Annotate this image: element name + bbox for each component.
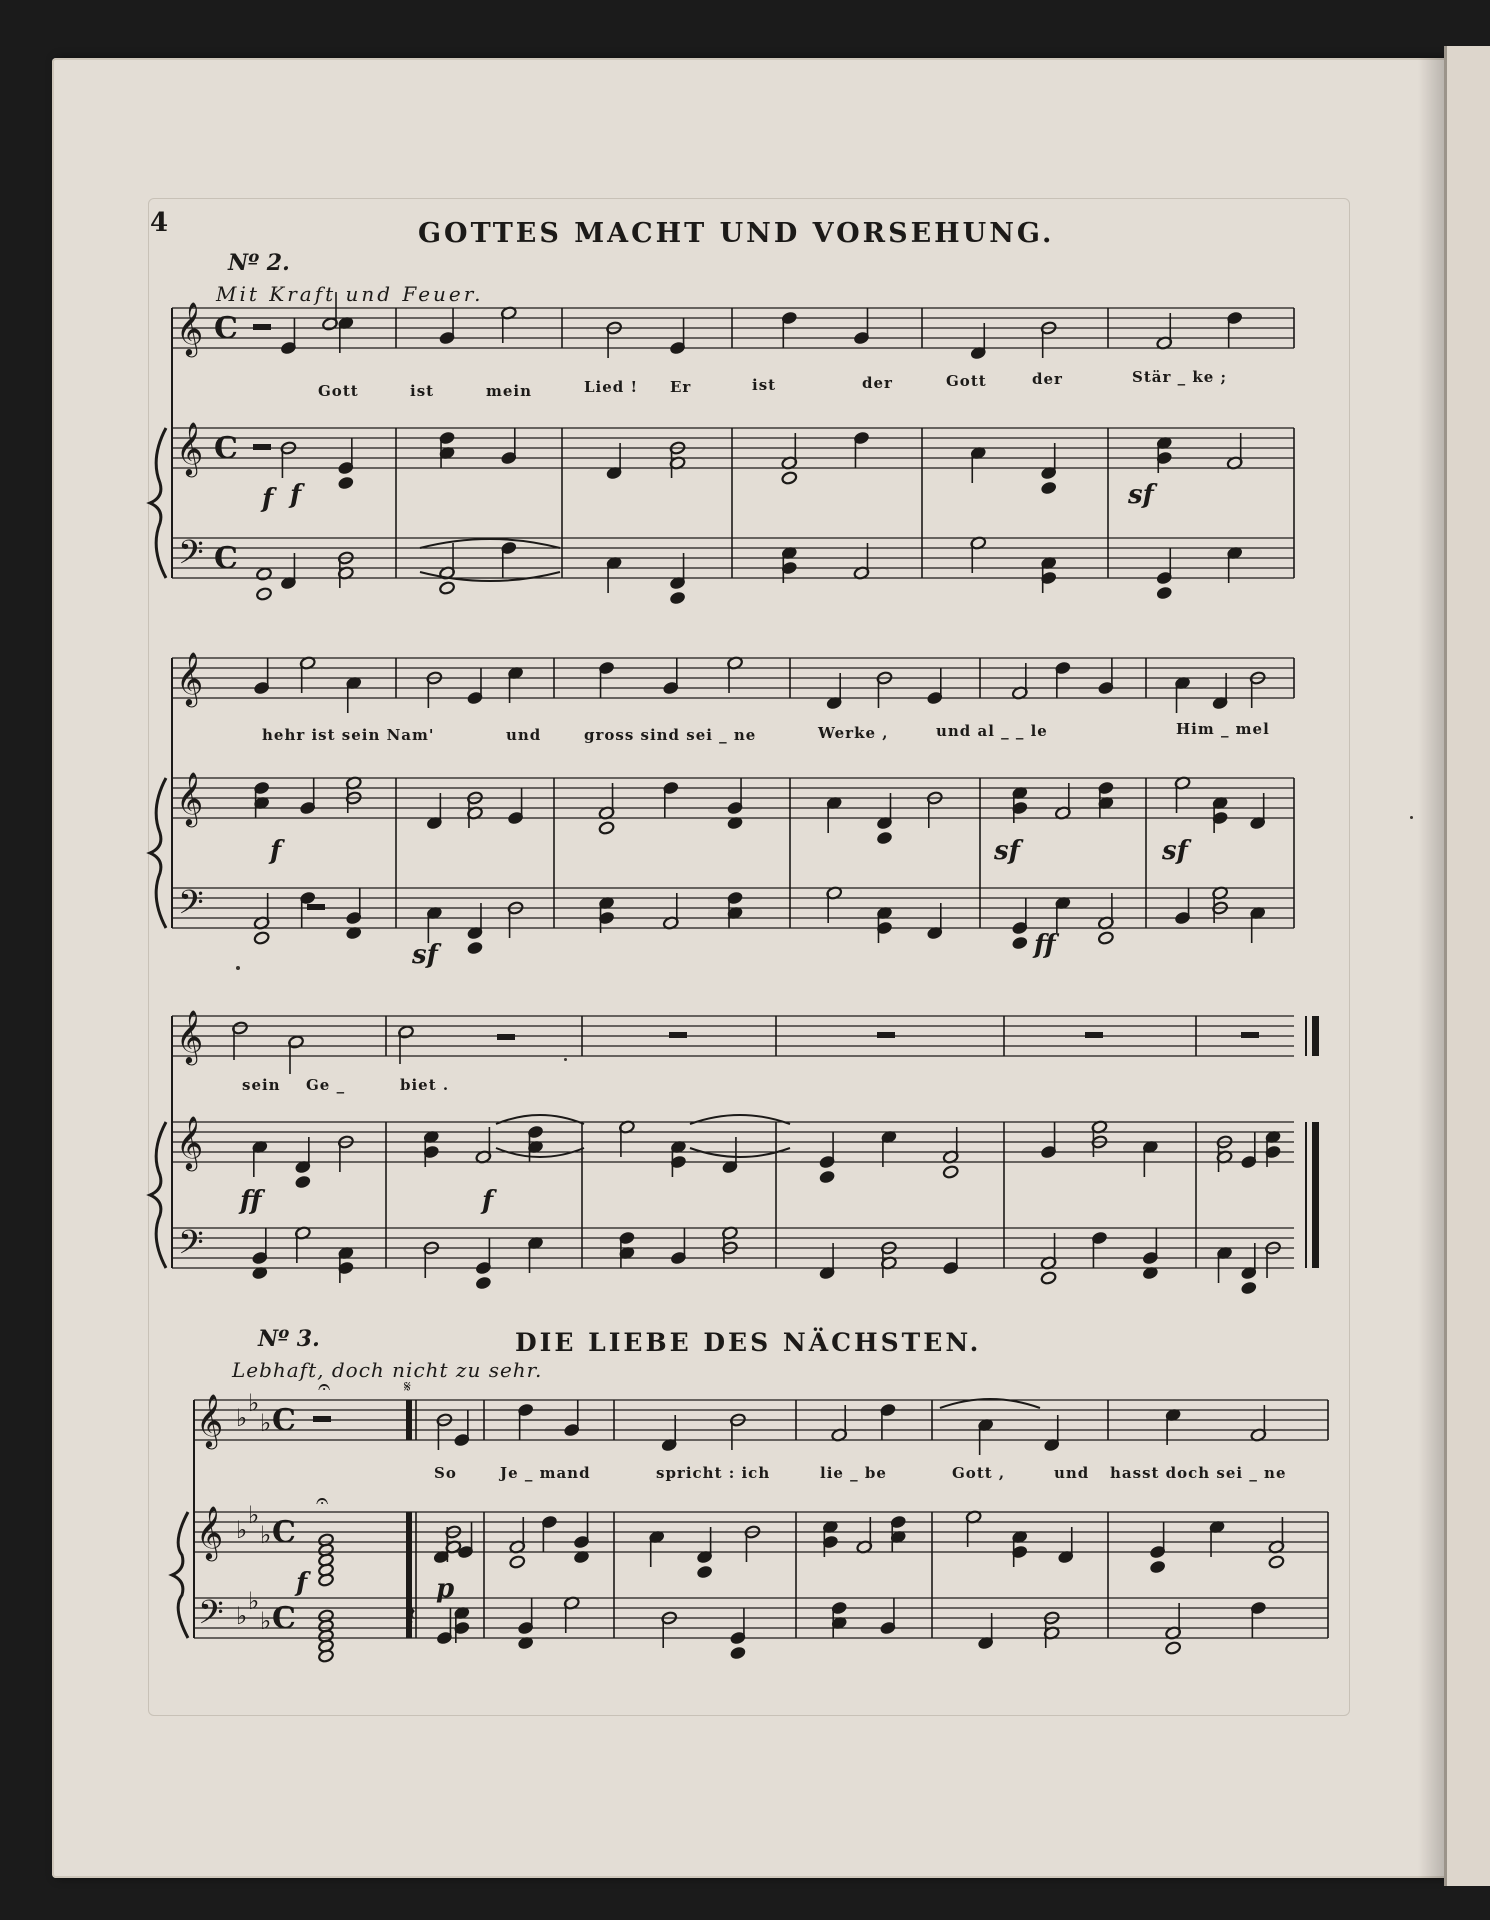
common-time-icon: C [214, 431, 238, 466]
notehead [1098, 931, 1115, 945]
lyric-syllable: Werke , [818, 724, 889, 742]
treble-clef-icon: 𝄞 [176, 1115, 204, 1169]
lyric-syllable: mein [486, 382, 533, 400]
dynamic-sf: sf [412, 940, 438, 970]
half-rest [307, 904, 325, 910]
lyric-syllable: Him _ mel [1176, 720, 1270, 738]
notehead [1240, 1281, 1257, 1295]
notehead [669, 591, 686, 605]
half-rest [669, 1032, 687, 1038]
final-barline [1312, 1016, 1319, 1056]
notehead [338, 476, 355, 490]
brace-icon [150, 428, 166, 578]
dynamic-f: f [290, 480, 302, 510]
piece-number: Nº 2. [228, 250, 290, 276]
treble-clef-icon: 𝄞 [196, 1505, 224, 1559]
bass-clef-icon: 𝄢 [178, 534, 204, 580]
dynamic-ff: ff [240, 1186, 262, 1216]
treble-clef-icon: 𝄞 [176, 651, 204, 705]
flat-icon: ♭ [236, 1602, 248, 1630]
lyric-syllable: Ge _ [306, 1076, 346, 1094]
segno-icon: 𝄋 [404, 1377, 411, 1396]
brace-icon [150, 778, 166, 928]
fermata-icon: 𝄐 [316, 1489, 329, 1514]
half-rest [253, 444, 271, 450]
notehead [1040, 1271, 1057, 1285]
notehead [295, 1175, 312, 1189]
lyric-syllable: Stär _ ke ; [1132, 368, 1228, 386]
notehead [439, 581, 456, 595]
notehead [509, 1555, 526, 1569]
lyric-syllable: der [862, 374, 893, 392]
paper-speck [564, 1058, 567, 1061]
bass-clef-icon: 𝄢 [178, 884, 204, 930]
flat-icon: ♭ [260, 1607, 272, 1635]
half-rest [1241, 1032, 1259, 1038]
brace-icon [172, 1512, 188, 1638]
lyric-syllable: ist [410, 382, 435, 400]
notehead [1012, 936, 1029, 950]
lyric-syllable: Je _ mand [500, 1464, 591, 1482]
quarter-rest-icon: 𝄽 [408, 1601, 416, 1631]
treble-clef-icon: 𝄞 [176, 771, 204, 825]
dynamic-f: f [262, 484, 274, 514]
flat-icon: ♭ [236, 1404, 248, 1432]
lyric-syllable: lie _ be [820, 1464, 887, 1482]
half-rest [497, 1034, 515, 1040]
bass-clef-icon: 𝄢 [178, 1224, 204, 1270]
notehead [467, 941, 484, 955]
notehead [1156, 586, 1173, 600]
lyric-syllable: biet . [400, 1076, 450, 1094]
paper-speck [1410, 816, 1413, 819]
final-barline [1312, 1122, 1319, 1268]
flat-icon: ♭ [236, 1516, 248, 1544]
lyric-syllable: spricht : ich [656, 1464, 771, 1482]
lyric-syllable: Er [670, 378, 692, 396]
piece-title: DIE LIEBE DES NÄCHSTEN. [515, 1328, 982, 1357]
lyric-syllable: Lied ! [584, 378, 639, 396]
notehead [256, 587, 273, 601]
flat-icon: ♭ [260, 1409, 272, 1437]
lyric-syllable: und [506, 726, 542, 744]
bass-clef-icon: 𝄢 [198, 1594, 224, 1640]
dynamic-sf: sf [1162, 836, 1188, 866]
dynamic-p: p [436, 1574, 455, 1604]
notehead [819, 1170, 836, 1184]
dynamic-ff: ff [1034, 930, 1056, 960]
treble-clef-icon: 𝄞 [176, 421, 204, 475]
piece-title: GOTTES MACHT UND VORSEHUNG. [418, 218, 1055, 249]
lyric-syllable: sein [242, 1076, 281, 1094]
repeat-barline [406, 1400, 412, 1440]
notehead [696, 1565, 713, 1579]
common-time-icon: C [272, 1515, 296, 1550]
notehead [876, 831, 893, 845]
notehead [942, 1165, 959, 1179]
flat-icon: ♭ [248, 1389, 260, 1417]
notehead [730, 1646, 747, 1660]
common-time-icon: C [214, 541, 238, 576]
lyric-syllable: ist [752, 376, 777, 394]
flat-icon: ♭ [248, 1587, 260, 1615]
half-rest [313, 1416, 331, 1422]
notehead [1165, 1641, 1182, 1655]
tie [420, 539, 560, 548]
half-rest [253, 324, 271, 330]
dynamic-f: f [270, 836, 282, 866]
flat-icon: ♭ [260, 1521, 272, 1549]
notehead [1040, 481, 1057, 495]
notehead [1149, 1560, 1166, 1574]
common-time-icon: C [272, 1403, 296, 1438]
common-time-icon: C [214, 311, 238, 346]
notehead [253, 931, 270, 945]
half-rest [1085, 1032, 1103, 1038]
notehead [256, 567, 273, 581]
lyric-syllable: So [434, 1464, 457, 1482]
lyric-syllable: hasst doch sei _ ne [1110, 1464, 1287, 1482]
lyric-syllable: Gott , [952, 1464, 1006, 1482]
treble-clef-icon: 𝄞 [176, 301, 204, 355]
paper-speck [236, 966, 240, 970]
lyric-syllable: hehr ist sein Nam' [262, 726, 435, 744]
notehead [781, 471, 798, 485]
lyric-syllable: und al _ _ le [936, 722, 1048, 740]
common-time-icon: C [272, 1601, 296, 1636]
treble-clef-icon: 𝄞 [176, 1009, 204, 1063]
tempo-marking: Lebhaft, doch nicht zu sehr. [232, 1358, 543, 1382]
dynamic-f: f [296, 1568, 308, 1598]
piece-number: Nº 3. [258, 1326, 320, 1352]
lyric-syllable: der [1032, 370, 1063, 388]
fermata-icon: 𝄐 [318, 1375, 331, 1400]
flat-icon: ♭ [248, 1501, 260, 1529]
notehead [598, 821, 615, 835]
lyric-syllable: gross sind sei _ ne [584, 726, 757, 744]
half-rest [877, 1032, 895, 1038]
lyric-syllable: Gott [318, 382, 359, 400]
lyric-syllable: Gott [946, 372, 987, 390]
page-number: 4 [150, 208, 169, 238]
brace-icon [150, 1122, 166, 1268]
tempo-marking: Mit Kraft und Feuer. [216, 282, 484, 306]
dynamic-sf: sf [994, 836, 1020, 866]
dynamic-sf: sf [1128, 480, 1154, 510]
lyric-syllable: und [1054, 1464, 1090, 1482]
dynamic-f: f [482, 1186, 494, 1216]
notehead [475, 1276, 492, 1290]
notehead [1268, 1555, 1285, 1569]
treble-clef-icon: 𝄞 [196, 1393, 224, 1447]
